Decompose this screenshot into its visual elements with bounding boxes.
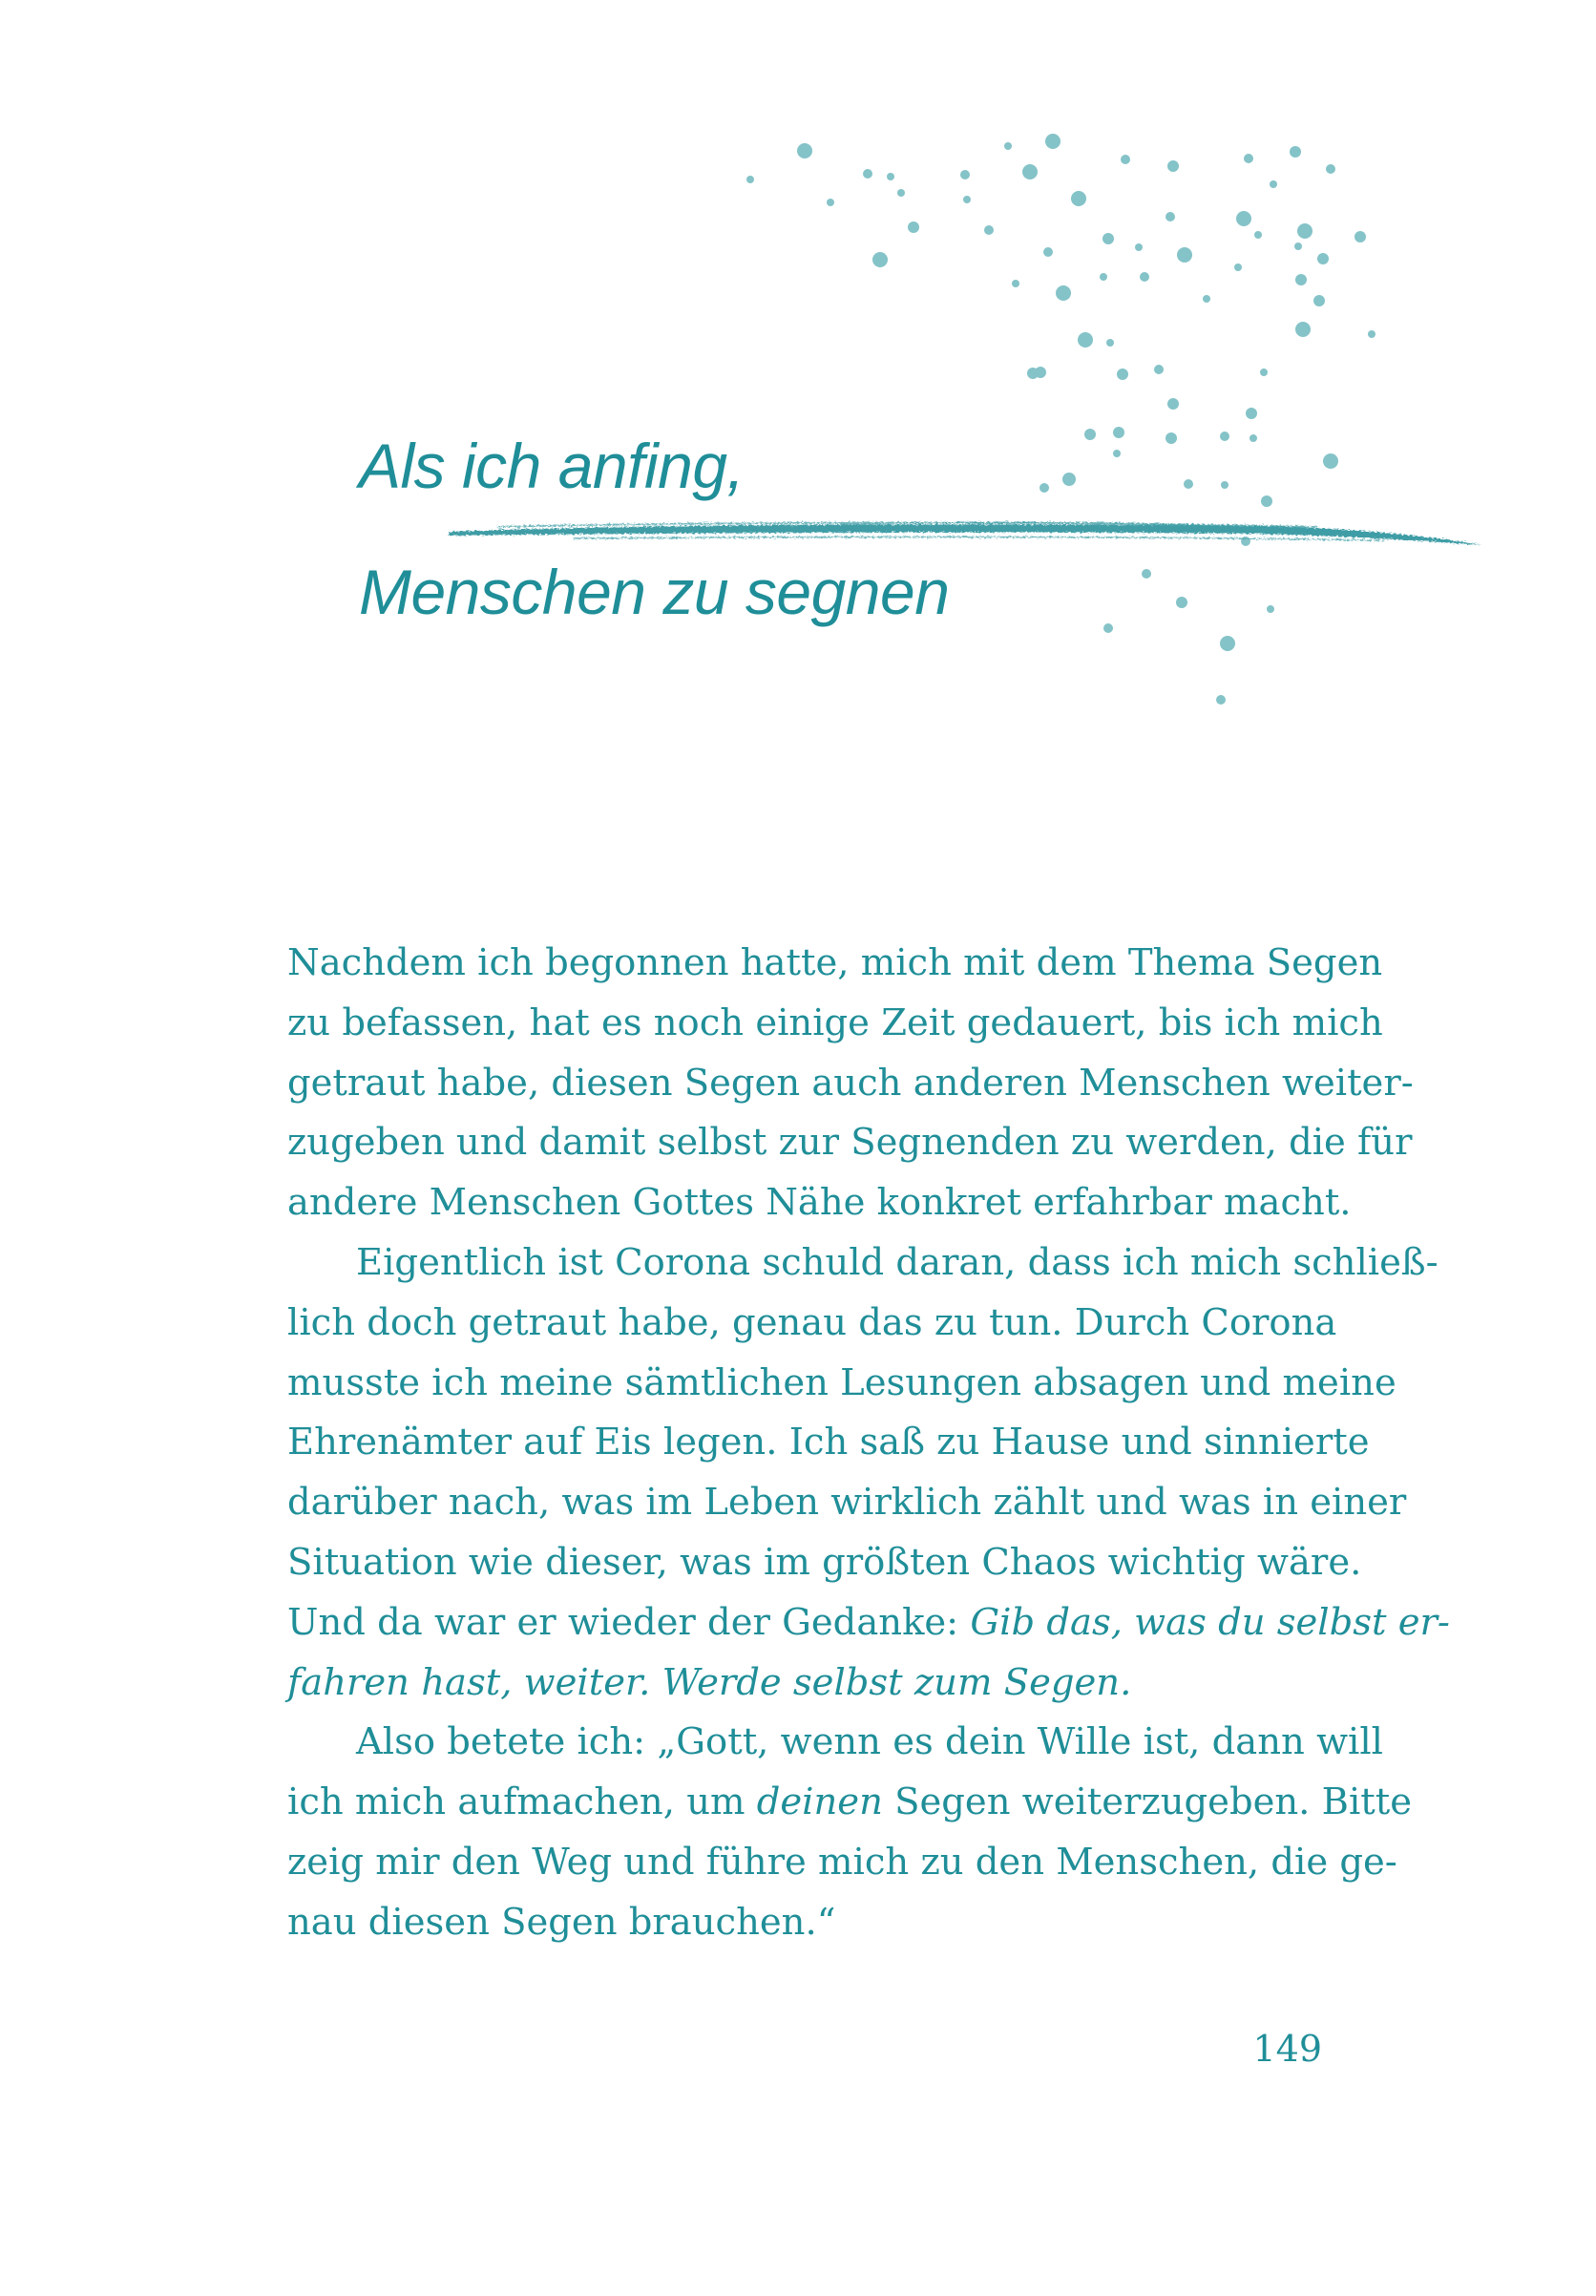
dot (827, 199, 834, 206)
dot (1154, 365, 1164, 374)
text-segment: Segen weiterzugeben. Bitte (882, 1780, 1412, 1824)
dot (1221, 481, 1228, 489)
dot (1267, 605, 1274, 613)
dot (1056, 285, 1071, 301)
dot (1323, 453, 1338, 469)
dot (1078, 332, 1093, 348)
dot (1313, 295, 1325, 306)
chapter-title-line-1: Als ich anfing, (359, 431, 745, 501)
dot (1317, 253, 1329, 264)
emphasis-text: fahren hast, weiter. Werde selbst zum Segen. (287, 1660, 1132, 1704)
dot (1290, 146, 1301, 158)
dot (1142, 569, 1151, 579)
dot (1326, 164, 1335, 174)
dot (1121, 155, 1130, 164)
dot (1184, 479, 1193, 489)
dot (1062, 473, 1076, 486)
dot (1103, 623, 1113, 633)
dot (1354, 231, 1366, 242)
dot (872, 252, 888, 267)
dot (1261, 495, 1272, 507)
emphasis-text: deinen (756, 1780, 883, 1824)
chapter-title-line-2: Menschen zu segnen (359, 557, 950, 627)
dot (1216, 695, 1226, 705)
dot (1166, 212, 1175, 221)
text-line: Ehrenämter auf Eis legen. Ich saß zu Hause und sinnierte (287, 1421, 1370, 1464)
text-line: zugeben und damit selbst zur Segnenden zu werden, die für (287, 1121, 1413, 1165)
dot (1295, 322, 1311, 337)
paragraph-3 (287, 1713, 1412, 1952)
text-line: Situation wie dieser, was im größten Chaos wichtig wäre. (287, 1540, 1362, 1584)
dot (1295, 274, 1307, 285)
dot (1167, 160, 1179, 172)
dot (1084, 429, 1096, 440)
dot (1220, 432, 1229, 441)
paragraph-1 (287, 934, 1414, 1233)
dot (1254, 231, 1262, 239)
emphasis-text: Gib das, was du selbst er- (970, 1600, 1450, 1644)
dot (1022, 164, 1038, 179)
dot (1270, 180, 1277, 188)
text-line: lich doch getraut habe, genau das zu tun. Durch Corona (287, 1300, 1337, 1344)
dot (1244, 154, 1253, 163)
dot (960, 170, 970, 179)
dot (1040, 483, 1049, 493)
text-segment: Und da war er wieder der Gedanke: (287, 1600, 971, 1644)
dot (1368, 330, 1376, 338)
dot (1113, 450, 1121, 457)
dot (797, 143, 812, 158)
text-line (287, 1593, 1450, 1654)
dot (1250, 434, 1257, 442)
page-number: 149 (1252, 2028, 1322, 2070)
dot (887, 173, 894, 180)
text-line: nau diesen Segen brauchen.“ (287, 1900, 836, 1944)
dot (1177, 247, 1192, 263)
dot (1140, 272, 1149, 282)
dot (1297, 223, 1312, 239)
dot (1260, 369, 1268, 376)
text-line: getraut habe, diesen Segen auch anderen Menschen weiter- (287, 1061, 1414, 1105)
dot (746, 176, 754, 183)
dot (1043, 247, 1053, 257)
dot (1135, 243, 1143, 251)
dot (1167, 398, 1179, 410)
dot (1203, 295, 1210, 303)
text-line: zu befassen, hat es noch einige Zeit gedauert, bis ich mich (287, 1001, 1383, 1044)
dot (1035, 367, 1046, 378)
dot (1246, 408, 1257, 419)
text-line: zeig mir den Weg und führe mich zu den Menschen, die ge- (287, 1840, 1397, 1884)
dot (908, 221, 919, 233)
body-text (287, 934, 1450, 1953)
text-line: musste ich meine sämtlichen Lesungen absagen und meine (287, 1360, 1396, 1404)
text-segment: ich mich aufmachen, um (287, 1780, 757, 1824)
dot (963, 196, 971, 203)
dot (1113, 427, 1124, 438)
text-line: andere Menschen Gottes Nähe konkret erfahrbar macht. (287, 1181, 1352, 1225)
dot (1294, 242, 1302, 250)
text-line: Eigentlich ist Corona schuld daran, dass ich mich schließ- (356, 1240, 1438, 1284)
dot (1236, 211, 1251, 226)
dot (984, 225, 994, 235)
text-line (287, 1773, 1412, 1833)
dot (1166, 432, 1177, 444)
dot (1045, 134, 1060, 149)
text-line: Nachdem ich begonnen hatte, mich mit dem Thema Segen (287, 941, 1383, 984)
dot (1102, 233, 1114, 244)
text-line: darüber nach, was im Leben wirklich zählt und was in einer (287, 1481, 1407, 1525)
dot (897, 189, 905, 197)
text-line: Also betete ich: „Gott, wenn es dein Wille ist, dann will (356, 1720, 1383, 1764)
brush-stroke-icon (449, 522, 1481, 545)
dot (1071, 191, 1086, 206)
dot (1176, 597, 1187, 608)
paragraph-2 (287, 1233, 1450, 1713)
dot (1234, 263, 1242, 271)
dot (1117, 369, 1128, 380)
dot (1220, 636, 1235, 651)
dot (1004, 142, 1012, 150)
dot (863, 169, 872, 179)
dot (1012, 280, 1019, 287)
dot (1106, 339, 1114, 347)
dot (1100, 273, 1107, 281)
